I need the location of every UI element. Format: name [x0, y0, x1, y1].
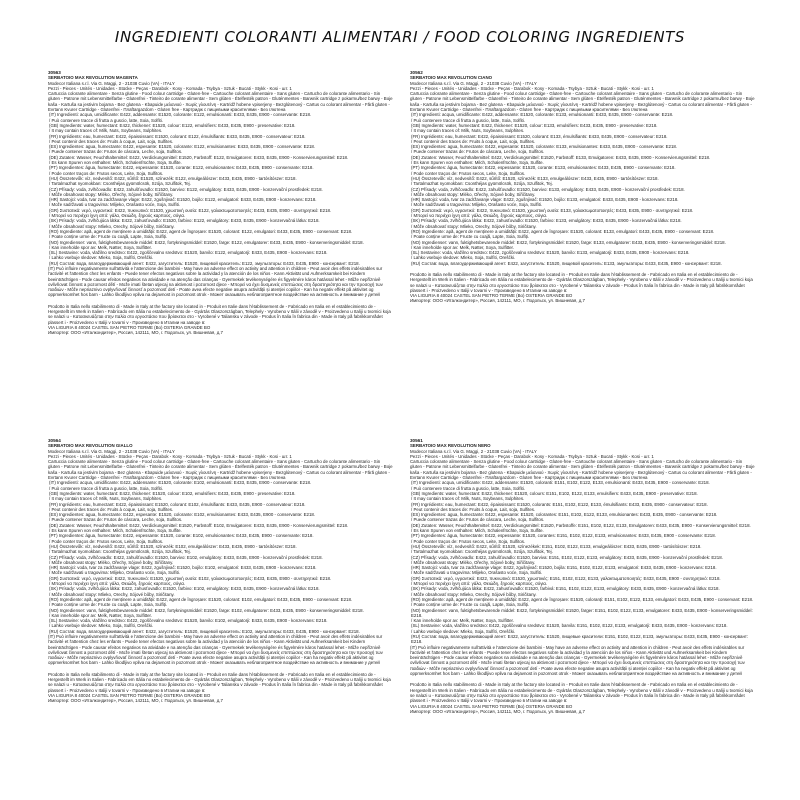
ingredient-line: (RU) Состав: вода, влагоудерживающий агент: E422, загуститель: E1520, пищевой краситель: E122, эмульгаторы: E433, E435, E900 - консервант: E218.: [49, 260, 360, 266]
ingredient-line: / Poate conține urme de: Fructe cu coajă, Lapte, Soia, Sulfiți.: [411, 602, 530, 608]
ingredient-line: / Tartalmazhat nyomokban: Csonthéjas gyümölcsök, Szója, Szulfitok, Tej.: [411, 549, 553, 555]
ingredient-line: / Peut contenir des traces de: Fruits à coque, Lait, soja, Sulfites.: [49, 506, 174, 512]
ingredient-line: (PT) Ingredientes: água, humectante: E422, espessante: E1520, corante: E122, emulsionantes: E433, E435, E900 - conservante: E218.: [49, 165, 314, 171]
ingredient-line: / Può contenere tracce di frutta a guscio, latte, Soia, Solfiti.: [411, 485, 525, 491]
ingredient-line: (SL) Sestavine: voda, vlažilno sredstvo: E422, zgoščevalno sredstvo: E1520, barvila: E151, E102, E122, E133, emulgatorji: E433, E435, E900 - konzervans: E218.: [411, 623, 728, 629]
factory-address: VIA LIGURIA 8 40024 CASTEL SAN PIETRO TERME (Bo) OSTERIA GRANDE BO: [410, 293, 573, 299]
ingredient-line: (SK) Prísady: voda, zvlhčujúca látka: E422, zahusťovadlo: E1520, farbivá: E151, E102, E122, E133, emulgátory: E433, E435, E900 - konzervačná látka: E218.: [411, 586, 720, 592]
ingredient-line: (PT) Ingredientes: água, humectante: E422, espessante: E1520, corante: E133, emulsionantes: E433, E435, E900 - conservante: E218.: [411, 165, 676, 171]
ingredient-line: (IT) Ingredienti: acqua, umidificante: E422, addensante: E1520, colorante: E122, emulsionanti: E433, E435, E900 - conservante: E218.: [49, 112, 312, 118]
origin-text: Prodotto in Italia nello stabilimento di - Made in Italy at the factory site located in - Produit en Italie dans l'établissement de - Fabricado en Italia en el establecimiento de - Hergestellt im Werk in Italien - Fabricado em Itália no estabelecimento de - Gyártás Olaszországban, Telephely - Vyrobeno v Itálii v závodě v - Proizvedeno u Italiji u tvornici koja se nalazi u - Κατασκευάζεται στην Ιταλία στο εργοστάσιο που βρίσκεται στο - Vyrobené v Taliansku v závode - Produs în Italia în fabrica din - Made in Italy på fabrikkområdet plassert i - Proizvedeno v Italiji v tovarni v - Произведено в Италии на заводе в:: [410, 682, 753, 704]
ingredient-line: / Pode conter traços de: Frutos secos, Leite, Soja, Sulfitos.: [411, 170, 526, 176]
ingredient-line: / Es kann Spuren von enthalten: Milch, Schalenfrüchte, Soja, Sulfite.: [49, 528, 182, 534]
product-code: 30562: [410, 70, 423, 75]
importer-text: Импортер: ООО «Италкондитер», Россия, 142111, МО, г. Подольск, ул. Вишневая, д.7: [410, 708, 585, 714]
warning-text: (IT) Può influire negativamente sull'attività e l'attenzione dei bambini - May have an adverse effect on activity and attention in children - Peut avoir des effets indésirables sur l'activité et l'attention chez les enfants - Puede tener efectos negativos sobre la actividad y la atención de los niños - Kann Aktivität und Aufmerksamkeit bei Kindern beeinträchtigen - Pode causar efeitos negativos na atividade e na atenção das crianças - Gyermekek tevékenységére és figyelmére káros hatással lehet - Může nepříznivě ovlivňovat činnost a pozornost dětí - Može imati štetan utjecaj na aktivnost i pozornost djece - Μπορεί να έχει δυσμενείς επιπτώσεις στη δραστηριότητα και την προσοχή των παιδιών - Môže nepriaznivo ovplyvňovať činnosť a pozornosť detí - Poate avea efecte negative asupra activității și atenției copiilor - Kan ha negativ effekt på aktivitet og oppmerksomhet hos barn - Lahko škodljivo vpliva na dejavnost in pozornost otrok - Может оказывать неблагоприятное воздействие на активность и внимание у детей: [48, 633, 383, 666]
ingredient-line: / Kan inneholde spor av: Melk, Nøtter, Soya, Sulfitter.: [411, 618, 514, 624]
ingredient-line: / Lahko vsebuje sledove: Mleko, Soja, Sulfiti, Oreščki.: [49, 255, 154, 261]
warning-text: (IT) Può influire negativamente sull'attività e l'attenzione dei bambini - May have an adverse effect on activity and attention in children - Peut avoir des effets indésirables sur l'activité et l'attention chez les enfants - Puede tener efectos negativos sobre la actividad y la atención de los niños - Kann Aktivität und Aufmerksamkeit bei Kindern beeinträchtigen - Pode causar efeitos negativos na atividade e na atenção das crianças - Gyermekek tevékenységére és figyelmére káros hatással lehet - Může nepříznivě ovlivňovat činnost a pozornost dětí - Može imati štetan utjecaj na aktivnost i pozornost djece - Μπορεί να έχει δυσμενείς επιπτώσεις στη δραστηριότητα και την προσοχή των παιδιών - Môže nepriaznivo ovplyvňovať činnosť a pozornosť detí - Poate avea efecte negative asupra activității și atenției copiilor - Kan ha negativ effekt på aktivitet og oppmerksomhet hos barn - Lahko škodljivo vpliva na dejavnost in pozornost otrok - Может оказывать неблагоприятное воздействие на активность и внимание у детей: [48, 265, 383, 298]
ingredient-line: / Pode conter traços de: Frutos secos, Leite, Soja, Sulfitos.: [49, 170, 164, 176]
ingredient-line: (SK) Prísady: voda, zvlhčujúca látka: E422, zahusťovadlo: E1520, farbivo: E133, emulgátory: E433, E435, E900 - konzervačná látka: E218.: [411, 218, 682, 224]
importer-text: Импортер: ООО «Италкондитер», Россия, 142111, МО, г. Подольск, ул. Вишневая, д.7: [48, 698, 223, 704]
product-description: Cartuccia colorante alimentare - Senza glutine - Food colour cartridge - Gluten-free - Cartouche colorant alimentaire - Sans gluten - Cartucho de colorante alimentario - Sin gluten - Patrone mit Lebensmittelfarbe - Glutenfrei - Tinteiro de corante alimentar - Sem glúten - Ételfesték patron - Gluténmentes - Barwnik cartridge z pokarmu/bez barwy - Boje kaša - Kartuša sa jestivim bojama - Bez glutena - Kbapuide μελανιού - Χωρίς γλουτένη - Kartridž hobene vpiserjeny - Bezglútenový - Cartus cu colorant alimentar - Fără gluten - Evrtann Kvurer Cartridge - Glutenfrei - Плаftargazdom - Gluten free - Картридж с пищевыми красителями - Без глютена: [48, 91, 393, 113]
ingredient-line: (SK) Prísady: voda, zvlhčujúca látka: E422, zahusťovadlo: E1520, farbivo: E122, emulgátory: E433, E435, E900 - konzervačná látka: E218.: [49, 218, 320, 224]
factory-address: VIA LIGURIA 8 40024 CASTEL SAN PIETRO TERME (Bo) OSTERIA GRANDE BO: [410, 703, 573, 709]
ingredient-line: / Lahko vsebuje sledove: Mleko, Soja, Sulfiti, Oreščki.: [411, 255, 516, 261]
ingredient-line: (HR) Sastojci: voda, tvar za zadržavanje vlage: E422, zgušnjivač: E1520, bojilo: E122, emulgatori: E433, E435, E900 - konzervans: E218.: [49, 197, 317, 203]
ingredient-line: (GR) Συστατικά: νερό, υγραντικό: E422, πυκνωτικό: E1520, χρωστική ουσία: E133, γαλακτωματοποιητές: E433, E435, E900 - συντηρητικό: E218.: [411, 207, 694, 213]
ingredient-line: (DE) Zutaten: Wasser, Feuchthaltemittel: E422, Verdickungsmittel: E1520, Farbstoff: E122, Emulgatoren: E433, E435, E900 - Konservierungsmittel: E218.: [49, 154, 349, 160]
ingredient-line: / Peut contenir des traces de: Fruits à coque, Lait, soja, Sulfites.: [411, 506, 536, 512]
pieces-line: Pezzi - Pieces - Unités - Unidades - Stücke - Peças - Darabok - Kosy - Komada - Tsybya - Sztuk - Bucati - Stykk - Kosi - шт. 1: [48, 453, 292, 459]
importer-text: Импортер: ООО «Италкондитер», Россия, 142111, МО, г. Подольск, ул. Вишневая, д.7: [48, 330, 223, 336]
ingredient-line: (IT) Ingredienti: acqua, umidificante: E422, addensante: E1520, colorante: E102, emulsionanti: E433, E435, E900 - conservante: E218.: [49, 480, 312, 486]
origin-text: Prodotto in Italia nello stabilimento di - Made in Italy at the factory site located in - Produit en Italie dans l'établissement de - Fabricado en Italia en el establecimiento de - Hergestellt im Werk in Italien - Fabricado em Itália no estabelecimento de - Gyártás Olaszországban, Telephely - Vyrobeno v Itálii v závodě v - Proizvedeno u Italiji u tvornici koja se nalazi u - Κατασκευάζεται στην Ιταλία στο εργοστάσιο που βρίσκεται στο - Vyrobené v Taliansku v závode - Produs în Italia în fabrica din - Made in Italy på fabrikkområdet plassert i - Proizvedeno v Italiji v tovarni v - Произведено в Италии на заводе в:: [48, 671, 391, 693]
ingredient-block-black: [410, 438, 755, 793]
ingredient-line: / Lahko vsebuje sledove: Mleko, Soja, Sulfiti, Oreščki.: [49, 623, 154, 629]
ingredient-line: / Može sadržavati u tragovima: Mlijeko, Orašasto voće, Soja, Sulfiti.: [411, 570, 543, 576]
ingredient-line: (CZ) Přísady: voda, zvlhčovadlo: E422, zahušťovadlo: E1520, barvivo: E122, emulgátory: E433, E435, E900 - konzervační prostředek: E218.: [49, 186, 323, 192]
ingredient-line: / Môže obsahovať stopy: Mlieko, Orechy, Sójové bôby, Siričitany.: [411, 591, 537, 597]
ingredient-line: (RU) Состав: вода, влагоудерживающий агент: E422, загуститель: E1520, пищевой краситель: E102, эмульгаторы: E433, E435, E900 - консервант: E218.: [49, 628, 360, 634]
ingredient-line: / Lahko vsebuje sledove: Mleko, Soja, Sulfiti, Oreščki.: [411, 628, 516, 634]
ingredient-line: (ES) Ingredientes: agua, humectante: E422, espesante: E1520, colorante: E122, emulsionantes: E433, E435, E900 - conservante: E218.: [49, 144, 316, 150]
ingredient-line: / Pode conter traços de: Frutos secos, Leite, Soja, Sulfitos.: [411, 538, 526, 544]
ingredient-line: (IT) Ingredienti: acqua, umidificante: E422, addensante: E1520, coloranti: E151, E102, E122, E133, emulsionanti: E433, E435, E900 - conservante: E218.: [411, 480, 710, 486]
product-description: Cartuccia colorante alimentare - Senza glutine - Food colour cartridge - Gluten-free - Cartouche colorant alimentaire - Sans gluten - Cartucho de colorante alimentario - Sin gluten - Patrone mit Lebensmittelfarbe - Glutenfrei - Tinteiro de corante alimentar - Sem glúten - Ételfesték patron - Gluténmentes - Barwnik cartridge z pokarmu/bez barwy - Boje kaša - Kartuša sa jestivim bojama - Bez glutena - Kbapuide μελανιού - Χωρίς γλουτένη - Kartridž hobene vpiserjeny - Bezglútenový - Cartus cu colorant alimentar - Fără gluten - Evrtann Kvurer Cartridge - Glutenfrei - Плаftargazdom - Gluten free - Картридж с пищевыми красителями - Без глютена: [48, 459, 393, 481]
ingredient-line: / It may contain traces of: Milk, Nuts, Soybeans, Sulphites.: [411, 496, 525, 502]
ingredient-line: / Μπορεί να περιέχει ίχνη από: γάλα, Θειώδη, ξηρούς καρπούς, σόγια.: [49, 581, 186, 587]
ingredient-line: (GB) Ingredients: water, humectant: E422, thickener: E1520, colour: E133, emulsifiers: E433, E435, E900 - preservative: E218.: [411, 122, 658, 128]
ingredient-line: / Tartalmazhat nyomokban: Csonthéjas gyümölcsök, Szója, Szulfitok, Tej.: [411, 181, 553, 187]
ingredient-line: (RO) Ingrediente: apă, agent de menținere a umidității: E422, agent de îngroșare: E1520, colorant: E122, emulgatori: E433, E435, E900 - conservant: E218.: [49, 228, 353, 234]
pieces-line: Pezzi - Pieces - Unités - Unidades - Stücke - Peças - Darabok - Kosy - Komada - Tsybya - Sztuk - Bucati - Stykk - Kosi - шт. 1: [48, 85, 292, 91]
ingredient-line: / Kan inneholde spor av: Melk, Nøtter, Soya, Sulfitter.: [411, 244, 514, 250]
ingredient-line: (ES) Ingredientes: agua, humectante: E422, espesante: E1520, colorante: E133, emulsionantes: E433, E435, E900 - conservante: E218.: [411, 144, 678, 150]
ingredient-line: / Es kann Spuren von enthalten: Milch, Schalenfrüchte, Soja, Sulfite.: [411, 528, 544, 534]
ingredient-line: (NO) Ingredienser: vann, fuktighetsbevarende middel: E422, fortykningsmiddel: E1520, farger: E151, E102, E122, E133, emulgatorer: E433, E435, E900 - konserveringsmiddel: E218.: [411, 607, 753, 618]
ingredient-line: / Μπορεί να περιέχει ίχνη από: γάλα, Θειώδη, ξηρούς καρπούς, σόγια.: [411, 581, 548, 587]
ingredient-line: / Môže obsahovať stopy: Mlieko, Orechy, Sójové bôby, Siričitany.: [49, 591, 175, 597]
ingredient-line: (ES) Ingredientes: agua, humectante: E422, espesante: E1520, colorantes: E151, E102, E122, E133, emulsionantes: E433, E435, E900 - conservante: E218.: [411, 512, 718, 518]
ingredient-line: / Peut contenir des traces de: Fruits à coque, Lait, soja, Sulfites.: [411, 138, 536, 144]
origin-text: Prodotto in Italia nello stabilimento di - Made in Italy at the factory site located in - Produit en Italie dans l'établissement de - Fabricado en Italia en el establecimiento de - Hergestellt im Werk in Italien - Fabricado em Itália no estabelecimento de - Gyártás Olaszországban, Telephely - Vyrobeno v Itálii v závodě v - Proizvedeno u Italiji u tvornici koja se nalazi u - Κατασκευάζεται στην Ιταλία στο εργοστάσιο που βρίσκεται στο - Vyrobené v Taliansku v závode - Produs în Italia în fabrica din - Made in Italy på fabrikkområdet plassert i - Proizvedeno v Italiji v tovarni v - Произведено в Италии на заводе в:: [410, 271, 753, 293]
ingredient-line: (HR) Sastojci: voda, tvar za zadržavanje vlage: E422, zgušnjivač: E1520, bojilo: E102, emulgatori: E433, E435, E900 - konzervans: E218.: [49, 565, 317, 571]
ingredient-line: (FR) Ingrédients: eau, humectant: E422, épaississant: E1520, colorants: E151, E102, E122, E133, émulsifiants: E433, E435, E900 - conservateur: E218.: [411, 501, 708, 507]
ingredient-line: / Može sadržavati u tragovima: Mlijeko, Orašasto voće, Soja, Sulfiti.: [411, 202, 543, 208]
ingredient-line: (RO) Ingrediente: apă, agent de menținere a umidității: E422, agent de îngroșare: E1520, colorant: E133, emulgatori: E433, E435, E900 - conservant: E218.: [411, 228, 715, 234]
ingredient-line: (DE) Zutaten: Wasser, Feuchthaltemittel: E422, Verdickungsmittel: E1520, Farbstoff: E102, Emulgatoren: E433, E435, E900 - Konservierungsmittel: E218.: [49, 522, 349, 528]
product-code: 30561: [410, 438, 423, 443]
ingredient-line: / Může obsahovat stopy: Mléko, Ořechy, Sójové boby, Siřičitany.: [411, 559, 536, 565]
ingredient-line: / Μπορεί να περιέχει ίχνη από: γάλα, Θειώδη, ξηρούς καρπούς, σόγια.: [411, 213, 548, 219]
product-name: SERBATOIO MAX REVOLUTION GIALLO: [48, 443, 133, 449]
ingredient-line: / Poate conține urme de: Fructe cu coajă, Lapte, Soia, Sulfiți.: [411, 234, 530, 240]
ingredient-block-cyan: [410, 70, 755, 425]
ingredient-line: (GR) Συστατικά: νερό, υγραντικό: E422, πυκνωτικό: E1520, χρωστική ουσία: E102, γαλακτωματοποιητές: E433, E435, E900 - συντηρητικό: E218.: [49, 575, 332, 581]
ingredient-line: / Peut contenir des traces de: Fruits à coque, Lait, soja, Sulfites.: [49, 138, 174, 144]
ingredient-line: / It may contain traces of: Milk, Nuts, Soybeans, Sulphites.: [49, 496, 163, 502]
ingredient-line: (RO) Ingrediente: apă, agent de menținere a umidității: E422, agent de îngroșare: E1520, colorant: E102, emulgatori: E433, E435, E900 - conservant: E218.: [49, 596, 353, 602]
ingredient-line: / Může obsahovat stopy: Mléko, Ořechy, Sójové boby, Siřičitany.: [49, 191, 174, 197]
ingredient-line: / Poate conține urme de: Fructe cu coajă, Lapte, Soia, Sulfiți.: [49, 234, 168, 240]
ingredient-line: / It may contain traces of: Milk, Nuts, Soybeans, Sulphites.: [49, 128, 163, 134]
ingredient-line: (SL) Sestavine: voda, vlažilno sredstvo: E422, zgoščevalno sredstvo: E1520, barvilo: E133, emulgatorji: E433, E435, E900 - konzervans: E218.: [411, 250, 690, 256]
ingredient-line: (DE) Zutaten: Wasser, Feuchthaltemittel: E422, Verdickungsmittel: E1520, Farbstoff: E133, Emulgatoren: E433, E435, E900 - Konservierungsmittel: E218.: [411, 154, 711, 160]
ingredient-line: / Puede contener trazas de: Frutos de cáscara, Leche, soja, Sulfitos.: [49, 149, 183, 155]
ingredient-line: (HU) Összetevők: víz, nedvesítő: E422, sűrítő: E1520, színezék: E102, emulgeálószer: E433, E435, E900 - tartósítószer: E218.: [49, 543, 297, 549]
ingredient-line: (HR) Sastojci: voda, tvar za zadržavanje vlage: E422, zgušnjivač: E1520, bojila: E151, E102, E122, E133, emulgatori: E433, E435, E900 - konzervans: E218.: [411, 565, 717, 571]
product-name: SERBATOIO MAX REVOLUTION MAGENTA: [48, 75, 138, 81]
ingredient-line: / Puede contener trazas de: Frutos de cáscara, Leche, soja, Sulfitos.: [411, 517, 545, 523]
ingredient-line: (FR) Ingrédients: eau, humectant: E422, épaississant: E1520, colorant: E133, émulsifiants: E433, E435, E900 - conservateur: E218.: [411, 133, 668, 139]
ingredient-line: (PT) Ingredientes: água, humectante: E422, espessante: E1520, corantes: E151, E102, E122, E133, emulsionantes: E433, E435, E900 - conservante: E218.: [411, 533, 716, 539]
product-description: Cartuccia colorante alimentare - Senza glutine - Food colour cartridge - Gluten-free - Cartouche colorant alimentaire - Sans gluten - Cartucho de colorante alimentario - Sin gluten - Patrone mit Lebensmittelfarbe - Glutenfrei - Tinteiro de corante alimentar - Sem glúten - Ételfesték patron - Gluténmentes - Barwnik cartridge z pokarmu/bez barwy - Boje kaša - Kartuša sa jestivim bojama - Bez glutena - Kbapuide μελανιού - Χωρίς γλουτένη - Kartridž hobene vpiserjeny - Bezglútenový - Cartus cu colorant alimentar - Fără gluten - Evrtann Kvurer Cartridge - Glutenfrei - Плаftargazdom - Gluten free - Картридж с пищевыми красителями - Без глютена: [410, 459, 755, 481]
ingredient-line: / Kan inneholde spor av: Melk, Nøtter, Soya, Sulfitter.: [49, 612, 152, 618]
page-title: INGREDIENTI COLORANTI ALIMENTARI / FOOD COLORING INGREDIENTS: [114, 28, 686, 46]
origin-text: Prodotto in Italia nello stabilimento di - Made in Italy at the factory site located in - Produit en Italie dans l'établissement de - Fabricado en Italia en el establecimiento de - Hergestellt im Werk in Italien - Fabricado em Itália no estabelecimento de - Gyártás Olaszországban, Telephely - Vyrobeno v Itálii v závodě v - Proizvedeno u Italiji u tvornici koja se nalazi u - Κατασκευάζεται στην Ιταλία στο εργοστάσιο που βρίσκεται στο - Vyrobené v Taliansku v závode - Produs în Italia în fabrica din - Made in Italy på fabrikkområdet plassert i - Proizvedeno v Italiji v tovarni v - Произведено в Италии на заводе в:: [48, 303, 391, 325]
ingredient-line: (RU) Состав: вода, влагоудерживающий агент: E422, загуститель: E1520, пищевой краситель: E133, эмульгаторы: E433, E435, E900 - консервант: E218.: [411, 260, 722, 266]
ingredient-line: / Es kann Spuren von enthalten: Milch, Schalenfrüchte, Soja, Sulfite.: [49, 160, 182, 166]
ingredient-line: / Pode conter traços de: Frutos secos, Leite, Soja, Sulfitos.: [49, 538, 164, 544]
ingredient-line: (NO) Ingredienser: vann, fuktighetsbevarende middel: E422, fortykningsmiddel: E1520, farge: E133, emulgatorer: E433, E435, E900 - konserveringsmiddel: E218.: [411, 239, 726, 245]
ingredient-line: (NO) Ingredienser: vann, fuktighetsbevarende middel: E422, fortykningsmiddel: E1520, farge: E122, emulgatorer: E433, E435, E900 - konserveringsmiddel: E218.: [49, 239, 364, 245]
ingredient-line: / Puede contener trazas de: Frutos de cáscara, Leche, soja, Sulfitos.: [49, 517, 183, 523]
ingredient-line: (HR) Sastojci: voda, tvar za zadržavanje vlage: E422, zgušnjivač: E1520, bojilo: E133, emulgatori: E433, E435, E900 - konzervans: E218.: [411, 197, 679, 203]
pieces-line: Pezzi - Pieces - Unités - Unidades - Stücke - Peças - Darabok - Kosy - Komada - Tsybya - Sztuk - Bucati - Stykk - Kosi - шт. 1: [410, 85, 654, 91]
ingredient-line: (PT) Ingredientes: água, humectante: E422, espessante: E1520, corante: E102, emulsionantes: E433, E435, E900 - conservante: E218.: [49, 533, 314, 539]
ingredient-line: / Poate conține urme de: Fructe cu coajă, Lapte, Soia, Sulfiți.: [49, 602, 168, 608]
ingredient-line: (HU) Összetevők: víz, nedvesítő: E422, sűrítő: E1520, színezékek: E151, E102, E122, E133, emulgeálószer: E433, E435, E900 - tartósítószer: E218.: [411, 543, 702, 549]
ingredient-line: (HU) Összetevők: víz, nedvesítő: E422, sűrítő: E1520, színezék: E122, emulgeálószer: E433, E435, E900 - tartósítószer: E218.: [49, 175, 297, 181]
product-name: SERBATOIO MAX REVOLUTION NERO: [410, 443, 491, 449]
ingredient-line: (CZ) Přísady: voda, zvlhčovadlo: E422, zahušťovadlo: E1520, barviva: E151, E102, E122, E133, emulgátory: E433, E435, E900 - konzervační prostředek: E218.: [411, 554, 723, 560]
ingredient-line: (RO) Ingrediente: apă, agent de menținere a umidității: E422, agent de îngroșare: E1520, coloranți: E151, E102, E122, E133, emulgatori: E433, E435, E900 - conservant: E218.: [411, 596, 754, 602]
ingredient-line: (NO) Ingredienser: vann, fuktighetsbevarende middel: E422, fortykningsmiddel: E1520, farge: E102, emulgatorer: E433, E435, E900 - konserveringsmiddel: E218.: [49, 607, 364, 613]
ingredient-line: / Môže obsahovať stopy: Mlieko, Orechy, Sójové bôby, Siričitany.: [411, 223, 537, 229]
ingredient-line: / Môže obsahovať stopy: Mlieko, Orechy, Sójové bôby, Siričitany.: [49, 223, 175, 229]
ingredient-line: / Može sadržavati u tragovima: Mlijeko, Orašasto voće, Soja, Sulfiti.: [49, 570, 181, 576]
warning-text: (IT) Può influire negativamente sull'attività e l'attenzione dei bambini - May have an adverse effect on activity and attention in children - Peut avoir des effets indésirables sur l'activité et l'attention chez les enfants - Puede tener efectos negativos sobre la actividad y la atención de los niños - Kann Aktivität und Aufmerksamkeit bei Kindern beeinträchtigen - Pode causar efeitos negativos na atividade e na atenção das crianças - Gyermekek tevékenységére és figyelmére káros hatással lehet - Může nepříznivě ovlivňovat činnost a pozornost dětí - Može imati štetan utjecaj na aktivnost i pozornost djece - Μπορεί να έχει δυσμενείς επιπτώσεις στη δραστηριότητα και την προσοχή των παιδιών - Môže nepriaznivo ovplyvňovať činnosť a pozornosť detí - Poate avea efecte negative asupra activității și atenției copiilor - Kan ha negativ effekt på aktivitet og oppmerksomhet hos barn - Lahko škodljivo vpliva na dejavnost in pozornost otrok - Может оказывать неблагоприятное воздействие на активность и внимание у детей: [410, 644, 745, 677]
ingredient-line: / Kan inneholde spor av: Melk, Nøtter, Soya, Sulfitter.: [49, 244, 152, 250]
ingredient-line: / Es kann Spuren von enthalten: Milch, Schalenfrüchte, Soja, Sulfite.: [411, 160, 544, 166]
ingredient-line: / Puede contener trazas de: Frutos de cáscara, Leche, soja, Sulfitos.: [411, 149, 545, 155]
ingredient-line: (IT) Ingredienti: acqua, umidificante: E422, addensante: E1520, colorante: E133, emulsionanti: E433, E435, E900 - conservante: E218.: [411, 112, 674, 118]
ingredient-line: / Tartalmazhat nyomokban: Csonthéjas gyümölcsök, Szója, Szulfitok, Tej.: [49, 549, 191, 555]
ingredient-line: (HU) Összetevők: víz, nedvesítő: E422, sűrítő: E1520, színezék: E133, emulgeálószer: E433, E435, E900 - tartósítószer: E218.: [411, 175, 659, 181]
ingredient-line: (SL) Sestavine: voda, vlažilno sredstvo: E422, zgoščevalno sredstvo: E1520, barvilo: E102, emulgatorji: E433, E435, E900 - konzervans: E218.: [49, 618, 328, 624]
ingredient-line: / Může obsahovat stopy: Mléko, Ořechy, Sójové boby, Siřičitany.: [49, 559, 174, 565]
ingredient-line: (FR) Ingrédients: eau, humectant: E422, épaississant: E1520, colorant: E122, émulsifiants: E433, E435, E900 - conservateur: E218.: [49, 133, 306, 139]
ingredient-line: / Può contenere tracce di frutta a guscio, latte, Soia, Solfiti.: [49, 485, 163, 491]
manufacturer: Modecor Italiana s.r.l. Via G. Maggi, 2 - 21038 Cuvio (VA) - ITALY: [410, 448, 537, 454]
ingredient-line: (GB) Ingredients: water, humectant: E422, thickener: E1520, colour: E122, emulsifiers: E433, E435, E900 - preservative: E218.: [49, 122, 296, 128]
product-name: SERBATOIO MAX REVOLUTION CIANO: [410, 75, 493, 81]
product-code: 30564: [48, 438, 61, 443]
ingredient-line: (GB) Ingredients: water, humectant: E422, thickener: E1520, colour: E102, emulsifiers: E433, E435, E900 - preservative: E218.: [49, 490, 296, 496]
ingredient-line: (CZ) Přísady: voda, zvlhčovadlo: E422, zahušťovadlo: E1520, barvivo: E102, emulgátory: E433, E435, E900 - konzervační prostředek: E218.: [49, 554, 323, 560]
importer-text: Импортер: ООО «Италкондитер», Россия, 142111, МО, г. Подольск, ул. Вишневая, д.7: [410, 298, 585, 304]
ingredient-line: / Může obsahovat stopy: Mléko, Ořechy, Sójové boby, Siřičitany.: [411, 191, 536, 197]
ingredient-line: (FR) Ingrédients: eau, humectant: E422, épaississant: E1520, colorant: E102, émulsifiants: E433, E435, E900 - conservateur: E218.: [49, 501, 306, 507]
ingredient-line: / Μπορεί να περιέχει ίχνη από: γάλα, Θειώδη, ξηρούς καρπούς, σόγια.: [49, 213, 186, 219]
ingredient-block-yellow: [48, 438, 393, 793]
manufacturer: Modecor Italiana s.r.l. Via G. Maggi, 2 - 21038 Cuvio (VA) - ITALY: [48, 448, 175, 454]
ingredient-line: (SL) Sestavine: voda, vlažilno sredstvo: E422, zgoščevalno sredstvo: E1520, barvilo: E122, emulgatorji: E433, E435, E900 - konzervans: E218.: [49, 250, 328, 256]
product-code: 30563: [48, 70, 61, 75]
product-description: Cartuccia colorante alimentare - Senza glutine - Food colour cartridge - Gluten-free - Cartouche colorant alimentaire - Sans gluten - Cartucho de colorante alimentario - Sin gluten - Patrone mit Lebensmittelfarbe - Glutenfrei - Tinteiro de corante alimentar - Sem glúten - Ételfesték patron - Gluténmentes - Barwnik cartridge z pokarmu/bez barwy - Boje kaša - Kartuša sa jestivim bojama - Bez glutena - Kbapuide μελανιού - Χωρίς γλουτένη - Kartridž hobene vpiserjeny - Bezglútenový - Cartus cu colorant alimentar - Fără gluten - Evrtann Kvurer Cartridge - Glutenfrei - Плаftargazdom - Gluten free - Картридж с пищевыми красителями - Без глютена: [410, 91, 755, 113]
ingredient-line: (ES) Ingredientes: agua, humectante: E422, espesante: E1520, colorante: E102, emulsionantes: E433, E435, E900 - conservante: E218.: [49, 512, 316, 518]
ingredient-line: (GR) Συστατικά: νερό, υγραντικό: E422, πυκνωτικό: E1520, χρωστική ουσία: E122, γαλακτωματοποιητές: E433, E435, E900 - συντηρητικό: E218.: [49, 207, 332, 213]
ingredient-line: / Può contenere tracce di frutta a guscio, latte, Soia, Solfiti.: [49, 117, 163, 123]
ingredient-line: (CZ) Přísady: voda, zvlhčovadlo: E422, zahušťovadlo: E1520, barvivo: E133, emulgátory: E433, E435, E900 - konzervační prostředek: E218.: [411, 186, 685, 192]
manufacturer: Modecor Italiana s.r.l. Via G. Maggi, 2 - 21038 Cuvio (VA) - ITALY: [410, 80, 537, 86]
ingredient-line: (GR) Συστατικά: νερό, υγραντικό: E422, πυκνωτικό: E1520, χρωστικές: E151, E102, E122, E133, γαλακτωματοποιητές: E433, E435, E900 - συντηρητικό: E218.: [411, 575, 721, 581]
ingredient-block-magenta: [48, 70, 393, 425]
ingredient-line: (SK) Prísady: voda, zvlhčujúca látka: E422, zahusťovadlo: E1520, farbivo: E102, emulgátory: E433, E435, E900 - konzervačná látka: E218.: [49, 586, 320, 592]
factory-address: VIA LIGURIA 8 40024 CASTEL SAN PIETRO TERME (Bo) OSTERIA GRANDE BO: [48, 324, 211, 330]
ingredient-line: (GB) Ingredients: water, humectant: E422, thickener: E1520, colours: E151, E102, E122, E133, emulsifiers: E433, E435, E900 - preservative: E218.: [411, 490, 698, 496]
manufacturer: Modecor Italiana s.r.l. Via G. Maggi, 2 - 21038 Cuvio (VA) - ITALY: [48, 80, 175, 86]
ingredient-line: (DE) Zutaten: Wasser, Feuchthaltemittel: E422, Verdickungsmittel: E1520, Farbstoffe: E151, E102, E122, E133, Emulgatoren: E433, E435, E900 - Konservierungsmittel: E218.: [411, 522, 751, 528]
ingredient-line: / It may contain traces of: Milk, Nuts, Soybeans, Sulphites.: [411, 128, 525, 134]
ingredient-line: / Može sadržavati u tragovima: Mlijeko, Orašasto voće, Soja, Sulfiti.: [49, 202, 181, 208]
ingredient-line: (RU) Состав: вода, влагоудерживающий агент: E422, загуститель: E1520, пищевые красители: E151, E102, E122, E133, эмульгаторы: E433, E435, E900 - консервант: E218.: [411, 633, 749, 645]
factory-address: VIA LIGURIA 8 40024 CASTEL SAN PIETRO TERME (Bo) OSTERIA GRANDE BO: [48, 692, 211, 698]
pieces-line: Pezzi - Pieces - Unités - Unidades - Stücke - Peças - Darabok - Kosy - Komada - Tsybya - Sztuk - Bucati - Stykk - Kosi - шт. 1: [410, 453, 654, 459]
ingredient-line: / Tartalmazhat nyomokban: Csonthéjas gyümölcsök, Szója, Szulfitok, Tej.: [49, 181, 191, 187]
ingredient-line: / Può contenere tracce di frutta a guscio, latte, Soia, Solfiti.: [411, 117, 525, 123]
